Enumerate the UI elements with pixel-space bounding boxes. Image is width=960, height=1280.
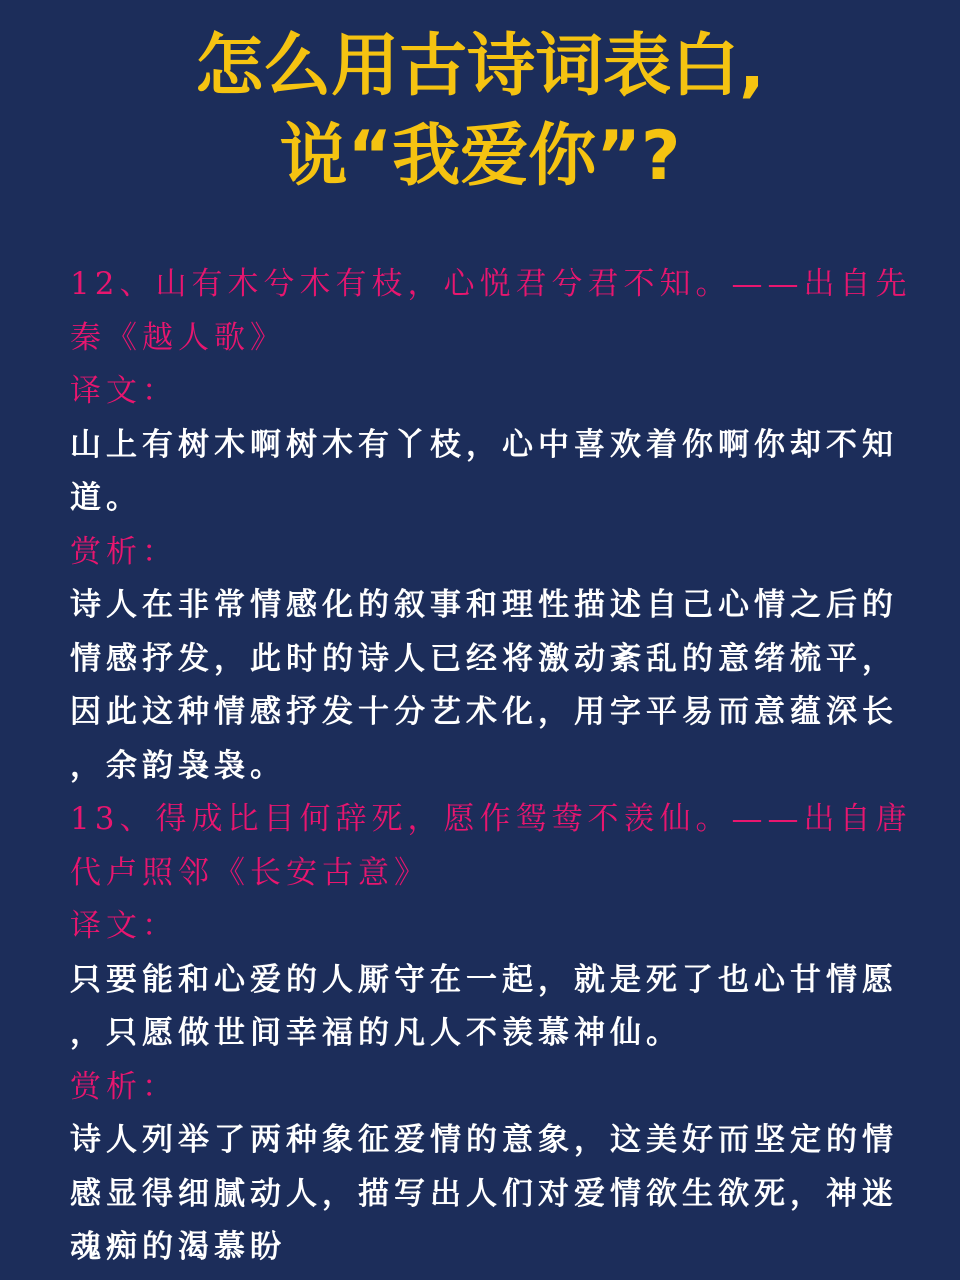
poem-heading xyxy=(70,258,912,365)
poem-heading-line: 秦《越人歌》 xyxy=(70,319,286,356)
analysis-text xyxy=(70,1114,898,1275)
poem-heading-line: 12、山有木兮木有枝，心悦君兮君不知。——出自先 xyxy=(70,266,912,302)
title-line-2: 说“我爱你”? xyxy=(279,117,681,196)
translation-label: 译文： xyxy=(70,373,178,409)
translation-line: 道。 xyxy=(70,480,142,516)
analysis-line: 诗人列举了两种象征爱情的意象，这美好而坚定的情 xyxy=(70,1122,898,1158)
analysis-label: 赏析： xyxy=(70,533,178,570)
translation-label: 译文： xyxy=(70,908,178,944)
poem-heading-line: 13、得成比目何辞死，愿作鸳鸯不羡仙。——出自唐 xyxy=(70,801,912,837)
page-title xyxy=(30,0,930,202)
poem-entry-12 xyxy=(70,258,912,793)
translation-line: 山上有树木啊树木有丫枝，心中喜欢着你啊你却不知 xyxy=(70,426,898,463)
analysis-line: ，余韵袅袅。 xyxy=(70,747,286,784)
poem-list xyxy=(70,258,912,1275)
analysis-line: 因此这种情感抒发十分艺术化，用字平易而意蕴深长 xyxy=(70,694,898,730)
analysis-line: 诗人在非常情感化的叙事和理性描述自己心情之后的 xyxy=(70,587,898,623)
analysis-label: 赏析： xyxy=(70,1068,178,1105)
analysis-text xyxy=(70,579,898,793)
analysis-line: 魂痴的渴慕盼 xyxy=(70,1229,286,1265)
translation-text xyxy=(70,954,898,1061)
analysis-line: 情感抒发，此时的诗人已经将激动紊乱的意绪梳平， xyxy=(70,640,898,677)
poem-entry-13 xyxy=(70,793,912,1275)
analysis-line: 感显得细腻动人，描写出人们对爱情欲生欲死，神迷 xyxy=(70,1175,898,1212)
translation-line: ，只愿做世间幸福的凡人不羡慕神仙。 xyxy=(70,1015,682,1051)
poem-heading-line: 代卢照邻《长安古意》 xyxy=(70,854,430,891)
translation-text xyxy=(70,419,898,526)
translation-line: 只要能和心爱的人厮守在一起，就是死了也心甘情愿 xyxy=(70,961,898,998)
poem-heading xyxy=(70,793,912,900)
title-line-1: 怎么用古诗词表白, xyxy=(195,27,765,106)
